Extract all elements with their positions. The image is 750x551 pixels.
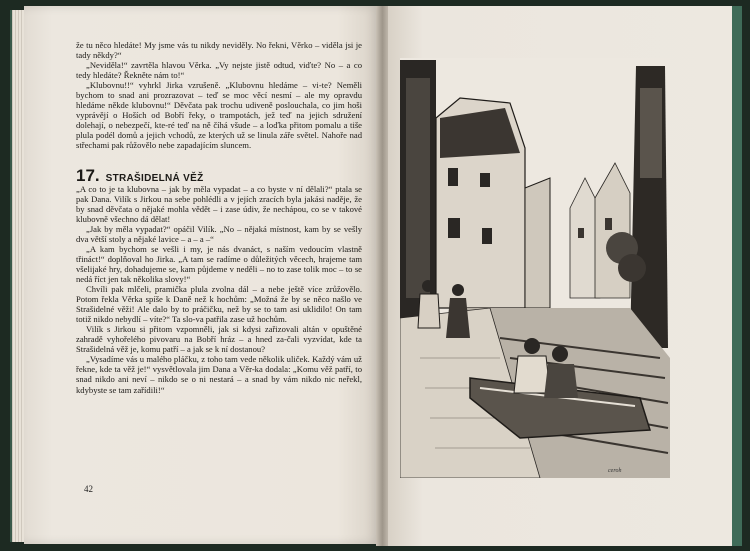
page-text bbox=[76, 40, 362, 395]
paragraph: „Jak by měla vypadat?“ opáčil Vilík. „No – nějaká místnost, kam by se vešly dva větší stoly a nějaké lavice – a – a –“ bbox=[76, 223, 362, 244]
paragraph: Vilík s Jirkou si přitom vzpomněli, jak si kdysi zařizovali altán v opuštěné zahradě vyhořelého pivovaru na Bobří hráz – a hned za-čali vyzvídat, kde ta Strašidelná věž je, komu patří – a jak se k ní dostanou? bbox=[76, 324, 362, 355]
illustrator-signature: ceroh bbox=[608, 468, 622, 474]
chapter-number: 17. bbox=[76, 165, 100, 185]
chapter-title: STRAŠIDELNÁ VĚŽ bbox=[105, 172, 204, 184]
chapter-lead: „A co to je ta klubovna – jak by měla vypadat – a co byste v ní dělali?“ ptala se pak Dana. Vilík s Jirkou na sebe pohlédli a v jejích zracích byla jakási naděje, že by snad děvčata o nějaké mohla vědět – i zase údiv, že nechápou, co se v takové klubovně všechno dá dělat! bbox=[76, 183, 362, 224]
paragraph: Chvíli pak mlčeli, pramička plula zvolna dál – a nebe ještě více zrůžovělo. Potom řekla Věrka spíše k Daně než k hochům: „Možná že by se něco našlo ve Strašidelné věži! Ale dalo by to práčičku, než by se to tam asi uklidilo! On tam totiž nikdo nebydlí – víte?“ Ta slo-va patřila zase už hochům. bbox=[76, 284, 362, 325]
paragraph: „Klubovnu!!“ vyhrkl Jirka vzrušeně. „Klubovnu hledáme – vi-te? Neměli bychom to snad ani prozrazovat – teď se moc věcí nesmí – ale my opravdu hledáme někde klubovnu!“ Děvčata pak trochu udiveně poslouchala, co jim hoši vyprávějí o Hoších od Bobří řeky, o trampotách, jež teď na jejich sdružení dolehají, o nebezpečí, kte-ré teď na ně číhá všude – a loďka přitom pomalu a tiše plula podél domů a jejich vchodů, ze kterých už se linula záře světel. Nahoře nad střechami pak růžovělo nebe zapadajícím sluncem. bbox=[76, 80, 362, 151]
paragraph: „Neviděla!“ zavrtěla hlavou Věrka. „Vy nejste jistě odtud, viďte? No – a co tedy hledáte? Řekněte nám to!“ bbox=[76, 60, 362, 81]
paragraph: „A kam bychom se vešli i my, je nás dvanáct, s naším vedoucím vlastně třináct!“ doplňoval ho Jirka. „A tam se radíme o důležitých věcech, hrajeme tam všelijaké hry, dohadujeme se, kam půjdeme v neděli – no to zase tolik moc – to se nedá říct jen tak několika slovy!“ bbox=[76, 243, 362, 284]
chapter-heading bbox=[76, 165, 362, 185]
paragraph: „Vysadíme vás u malého pláčku, z toho tam vede několik uliček. Každý vám už řekne, kde ta věž je!“ vysvětlovala jim Dana a Věr-ka dodala: „Komu věž patří, to snad nikdo ani neví – nikdo se o ni nestará – a snad by vám nikdo nic neřekl, kdybyste se tam zařídili!“ bbox=[76, 354, 362, 395]
right-edge bbox=[732, 6, 742, 546]
page-number: 42 bbox=[84, 484, 93, 494]
illustration-boat-canal bbox=[400, 58, 670, 478]
paragraph: že tu něco hledáte! My jsme vás tu nikdy neviděly. No řekni, Věrko – viděla jsi je tady někdy?“ bbox=[76, 40, 362, 61]
